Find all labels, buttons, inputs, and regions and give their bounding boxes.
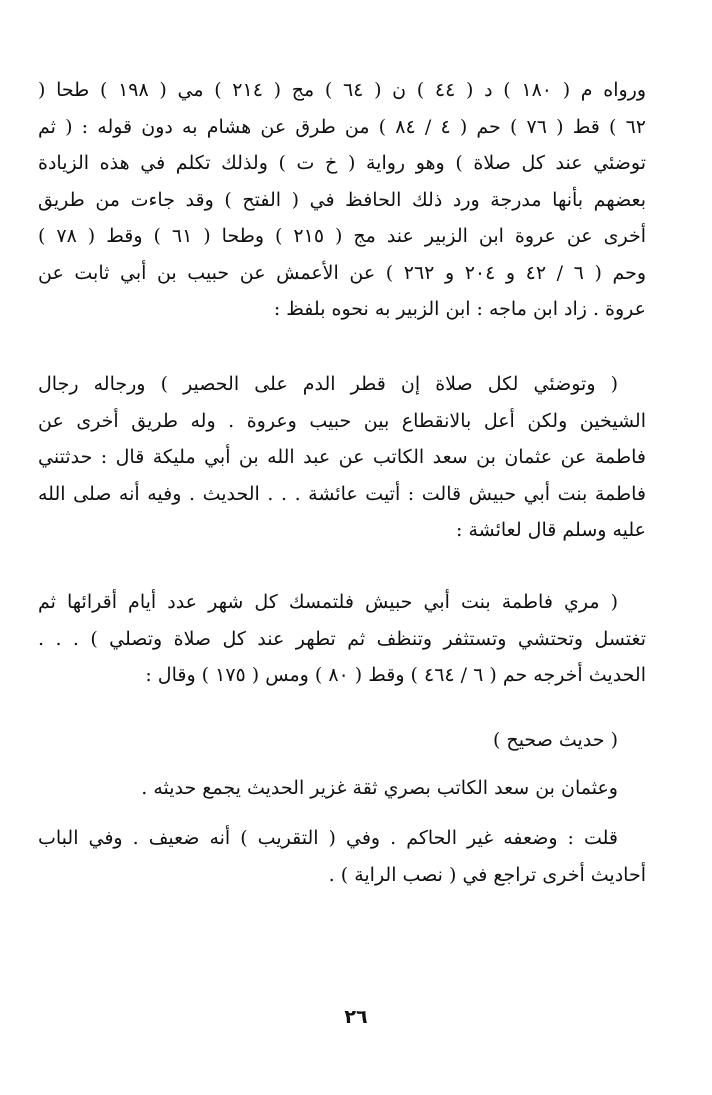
text-line: الحديث أخرجه حم ( ٦ / ٤٦٤ ) وقط ( ٨٠ ) ومس ( ١٧٥ ) وقال : [145, 664, 646, 686]
text-line: ( حديث صحيح ) [492, 729, 618, 751]
text-line: ( مري فاطمة بنت أبي حبيش فلتمسك كل شهر عدد أيام أقرائها ثم [38, 591, 618, 613]
text-line: قلت : وضعفه غير الحاكم . وفي ( التقريب ) أنه ضعيف . وفي الباب [38, 827, 618, 849]
paragraph-2 [38, 366, 646, 549]
text-line: ٦٢ ) قط ( ٧٦ ) حم ( ٤ / ٨٤ ) من طرق عن هشام به دون قوله : ( ثم [38, 115, 646, 138]
text-line: وعثمان بن سعد الكاتب بصري ثقة غزير الحديث يجمع حديثه . [141, 777, 618, 799]
text-line: عليه وسلم قال لعائشة : [456, 519, 646, 541]
page-number: ٢٦ [344, 1006, 368, 1028]
text-line: ورواه م ( ١٨٠ ) د ( ٤٤ ) ن ( ٦٤ ) مج ( ٢١٤ ) مي ( ١٩٨ ) طحا ( [38, 79, 646, 101]
paragraph-5 [38, 770, 646, 807]
text-line: توضئي عند كل صلاة ) وهو رواية ( خ ت ) ولذلك تكلم في هذه الزيادة [38, 152, 646, 174]
paragraph-3 [38, 584, 646, 694]
text-line: أحاديث أخرى تراجع في ( نصب الراية ) . [328, 863, 646, 886]
text-line: عروة . زاد ابن ماجه : ابن الزبير به نحوه بلفظ : [273, 298, 646, 320]
text-line: وحم ( ٦ / ٤٢ و ٢٠٤ و ٢٦٢ ) عن الأعمش عن حبيب بن أبي ثابت عن [38, 261, 646, 284]
text-line: تغتسل وتحتشي وتستثفر وتنظف ثم تطهر عند كل صلاة وتصلي ) . . . [38, 627, 646, 650]
text-line: فاطمة بنت أبي حبيش قالت : أتيت عائشة . . . الحديث . وفيه أنه صلى الله [38, 482, 646, 505]
text-line: الشيخين ولكن أعل بالانقطاع بين حبيب وعروة . وله طريق أخرى عن [38, 409, 646, 432]
paragraph-1 [38, 72, 646, 328]
text-line: أخرى عن عروة ابن الزبير عند مج ( ٢١٥ ) وطحا ( ٦١ ) وقط ( ٧٨ ) [38, 225, 646, 247]
paragraph-4 [38, 722, 646, 759]
paragraph-6 [38, 820, 646, 893]
text-line: فاطمة عن عثمان بن سعد الكاتب عن عبد الله بن أبي مليكة قال : حدثتني [38, 446, 646, 468]
text-line: ( وتوضئي لكل صلاة إن قطر الدم على الحصير ) ورجاله رجال [38, 373, 618, 395]
text-line: بعضهم بأنها مدرجة ورد ذلك الحافظ في ( الفتح ) وقد جاءت من طريق [38, 188, 646, 211]
